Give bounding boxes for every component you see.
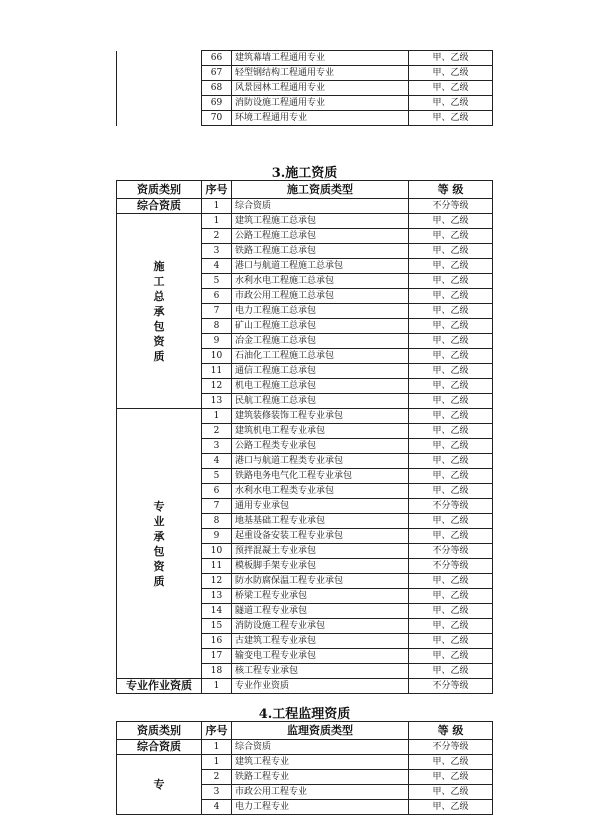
qualification-grade: 甲、乙级 — [409, 349, 493, 364]
qualification-grade: 甲、乙级 — [409, 319, 493, 334]
qualification-type: 市政公用工程施工总承包 — [232, 289, 409, 304]
qualification-grade: 甲、乙级 — [409, 574, 493, 589]
qualification-type: 公路工程类专业承包 — [232, 439, 409, 454]
qualification-grade: 甲、乙级 — [409, 439, 493, 454]
qualification-grade: 甲、乙级 — [409, 649, 493, 664]
row-number: 8 — [202, 514, 232, 529]
qualification-grade: 甲、乙级 — [409, 304, 493, 319]
qualification-grade: 甲、乙级 — [409, 589, 493, 604]
row-number: 1 — [202, 679, 232, 694]
qualification-type: 综合资质 — [232, 740, 409, 755]
qualification-type: 消防设施工程通用专业 — [232, 96, 409, 111]
qualification-type: 起重设备安装工程专业承包 — [232, 529, 409, 544]
qualification-type: 综合资质 — [232, 199, 409, 214]
qualification-grade: 甲、乙级 — [409, 619, 493, 634]
table-row — [117, 740, 493, 755]
qualification-type: 民航工程施工总承包 — [232, 394, 409, 409]
row-number: 12 — [202, 574, 232, 589]
qualification-grade: 甲、乙级 — [409, 454, 493, 469]
row-number: 15 — [202, 619, 232, 634]
qualification-grade: 不分等级 — [409, 679, 493, 694]
qualification-type: 冶金工程施工总承包 — [232, 334, 409, 349]
table-row — [117, 199, 493, 214]
category-specialty-contracting-text: 专业承包资质 — [153, 499, 165, 588]
qualification-grade: 甲、乙级 — [409, 484, 493, 499]
qualification-grade: 甲、乙级 — [409, 96, 493, 111]
row-number: 10 — [202, 544, 232, 559]
row-number: 11 — [202, 364, 232, 379]
section-3-heading: 3.施工资质 — [271, 166, 338, 181]
qualification-grade: 不分等级 — [409, 499, 493, 514]
qualification-type: 电力工程专业 — [232, 800, 409, 815]
qualification-type: 建筑装修装饰工程专业承包 — [232, 409, 409, 424]
row-number: 5 — [202, 469, 232, 484]
row-number: 14 — [202, 604, 232, 619]
category-specialty-work: 专业作业资质 — [117, 679, 202, 694]
qualification-grade: 甲、乙级 — [409, 66, 493, 81]
table-row — [117, 51, 493, 66]
row-number: 1 — [202, 740, 232, 755]
qualification-grade: 甲、乙级 — [409, 514, 493, 529]
qualification-grade: 不分等级 — [409, 740, 493, 755]
qualification-type: 港口与航道工程施工总承包 — [232, 259, 409, 274]
qualification-type: 机电工程施工总承包 — [232, 379, 409, 394]
qualification-grade: 甲、乙级 — [409, 785, 493, 800]
qualification-grade: 甲、乙级 — [409, 289, 493, 304]
header-type: 监理资质类型 — [232, 722, 409, 740]
qualification-grade: 甲、乙级 — [409, 229, 493, 244]
row-number: 4 — [202, 454, 232, 469]
qualification-grade: 不分等级 — [409, 199, 493, 214]
section-4-heading: 4.工程监理资质 — [258, 707, 351, 722]
qualification-type: 模板脚手架专业承包 — [232, 559, 409, 574]
row-number: 5 — [202, 274, 232, 289]
qualification-type: 建筑机电工程专业承包 — [232, 424, 409, 439]
qualification-grade: 甲、乙级 — [409, 274, 493, 289]
qualification-type: 地基基础工程专业承包 — [232, 514, 409, 529]
row-number: 4 — [202, 259, 232, 274]
row-number: 1 — [202, 409, 232, 424]
qualification-type: 核工程专业承包 — [232, 664, 409, 679]
table-row — [117, 679, 493, 694]
qualification-type: 预拌混凝土专业承包 — [232, 544, 409, 559]
qualification-grade: 甲、乙级 — [409, 770, 493, 785]
row-number: 17 — [202, 649, 232, 664]
qualification-type: 铁路工程施工总承包 — [232, 244, 409, 259]
qualification-grade: 甲、乙级 — [409, 424, 493, 439]
header-type: 施工资质类型 — [232, 181, 409, 199]
qualification-type: 铁路工程专业 — [232, 770, 409, 785]
qualification-grade: 甲、乙级 — [409, 244, 493, 259]
row-number: 4 — [202, 800, 232, 815]
row-number: 1 — [202, 755, 232, 770]
category-general-contracting-text: 施工总承包资质 — [153, 259, 165, 363]
qualification-type: 公路工程施工总承包 — [232, 229, 409, 244]
qualification-type: 通用专业承包 — [232, 499, 409, 514]
qualification-grade: 甲、乙级 — [409, 409, 493, 424]
qualification-grade: 甲、乙级 — [409, 364, 493, 379]
qualification-type: 防水防腐保温工程专业承包 — [232, 574, 409, 589]
row-number: 18 — [202, 664, 232, 679]
qualification-type: 电力工程施工总承包 — [232, 304, 409, 319]
row-number: 12 — [202, 379, 232, 394]
qualification-type: 通信工程施工总承包 — [232, 364, 409, 379]
qualification-grade: 甲、乙级 — [409, 111, 493, 126]
qualification-type: 建筑幕墙工程通用专业 — [232, 51, 409, 66]
qualification-type: 隧道工程专业承包 — [232, 604, 409, 619]
row-number: 16 — [202, 634, 232, 649]
qualification-grade: 甲、乙级 — [409, 604, 493, 619]
table-row — [117, 409, 493, 424]
category-specialty-supervision-text: 专 — [153, 778, 165, 791]
row-number: 7 — [202, 304, 232, 319]
category-general-contracting — [117, 214, 202, 409]
qualification-type: 水利水电工程施工总承包 — [232, 274, 409, 289]
design-qualification-table-continued — [116, 50, 493, 126]
row-number: 3 — [202, 785, 232, 800]
table-header-row — [117, 181, 493, 199]
qualification-grade: 甲、乙级 — [409, 394, 493, 409]
supervision-qualification-table — [116, 721, 493, 815]
row-number: 69 — [202, 96, 232, 111]
qualification-grade: 甲、乙级 — [409, 334, 493, 349]
category-comprehensive: 综合资质 — [117, 199, 202, 214]
row-number: 9 — [202, 529, 232, 544]
qualification-type: 建筑工程施工总承包 — [232, 214, 409, 229]
table-row — [117, 755, 493, 770]
table-row — [117, 214, 493, 229]
category-cell-continued — [117, 51, 202, 126]
qualification-grade: 甲、乙级 — [409, 664, 493, 679]
category-specialty-supervision — [117, 755, 202, 815]
row-number: 66 — [202, 51, 232, 66]
qualification-grade: 甲、乙级 — [409, 51, 493, 66]
qualification-grade: 不分等级 — [409, 544, 493, 559]
row-number: 2 — [202, 770, 232, 785]
qualification-type: 石油化工工程施工总承包 — [232, 349, 409, 364]
qualification-type: 桥梁工程专业承包 — [232, 589, 409, 604]
header-category: 资质类别 — [117, 181, 202, 199]
qualification-type: 风景园林工程通用专业 — [232, 81, 409, 96]
qualification-grade: 甲、乙级 — [409, 81, 493, 96]
qualification-type: 消防设施工程专业承包 — [232, 619, 409, 634]
header-no: 序号 — [202, 722, 232, 740]
row-number: 70 — [202, 111, 232, 126]
header-category: 资质类别 — [117, 722, 202, 740]
row-number: 1 — [202, 199, 232, 214]
row-number: 13 — [202, 589, 232, 604]
row-number: 2 — [202, 424, 232, 439]
row-number: 7 — [202, 499, 232, 514]
qualification-type: 港口与航道工程类专业承包 — [232, 454, 409, 469]
qualification-grade: 甲、乙级 — [409, 259, 493, 274]
row-number: 1 — [202, 214, 232, 229]
row-number: 10 — [202, 349, 232, 364]
row-number: 3 — [202, 439, 232, 454]
row-number: 67 — [202, 66, 232, 81]
qualification-grade: 甲、乙级 — [409, 379, 493, 394]
qualification-type: 输变电工程专业承包 — [232, 649, 409, 664]
qualification-grade: 甲、乙级 — [409, 634, 493, 649]
header-grade: 等 级 — [409, 722, 493, 740]
construction-qualification-table — [116, 180, 493, 694]
category-specialty-contracting — [117, 409, 202, 679]
row-number: 68 — [202, 81, 232, 96]
row-number: 6 — [202, 484, 232, 499]
header-grade: 等 级 — [409, 181, 493, 199]
qualification-type: 建筑工程专业 — [232, 755, 409, 770]
category-comprehensive: 综合资质 — [117, 740, 202, 755]
qualification-grade: 甲、乙级 — [409, 800, 493, 815]
row-number: 6 — [202, 289, 232, 304]
qualification-type: 水利水电工程类专业承包 — [232, 484, 409, 499]
qualification-type: 轻型钢结构工程通用专业 — [232, 66, 409, 81]
table-header-row — [117, 722, 493, 740]
qualification-type: 环境工程通用专业 — [232, 111, 409, 126]
row-number: 8 — [202, 319, 232, 334]
row-number: 2 — [202, 229, 232, 244]
header-no: 序号 — [202, 181, 232, 199]
row-number: 11 — [202, 559, 232, 574]
qualification-grade: 甲、乙级 — [409, 469, 493, 484]
qualification-type: 古建筑工程专业承包 — [232, 634, 409, 649]
qualification-type: 市政公用工程专业 — [232, 785, 409, 800]
row-number: 13 — [202, 394, 232, 409]
row-number: 9 — [202, 334, 232, 349]
row-number: 3 — [202, 244, 232, 259]
qualification-type: 铁路电务电气化工程专业承包 — [232, 469, 409, 484]
qualification-type: 专业作业资质 — [232, 679, 409, 694]
qualification-type: 矿山工程施工总承包 — [232, 319, 409, 334]
qualification-grade: 不分等级 — [409, 559, 493, 574]
qualification-grade: 甲、乙级 — [409, 529, 493, 544]
qualification-grade: 甲、乙级 — [409, 755, 493, 770]
qualification-grade: 甲、乙级 — [409, 214, 493, 229]
